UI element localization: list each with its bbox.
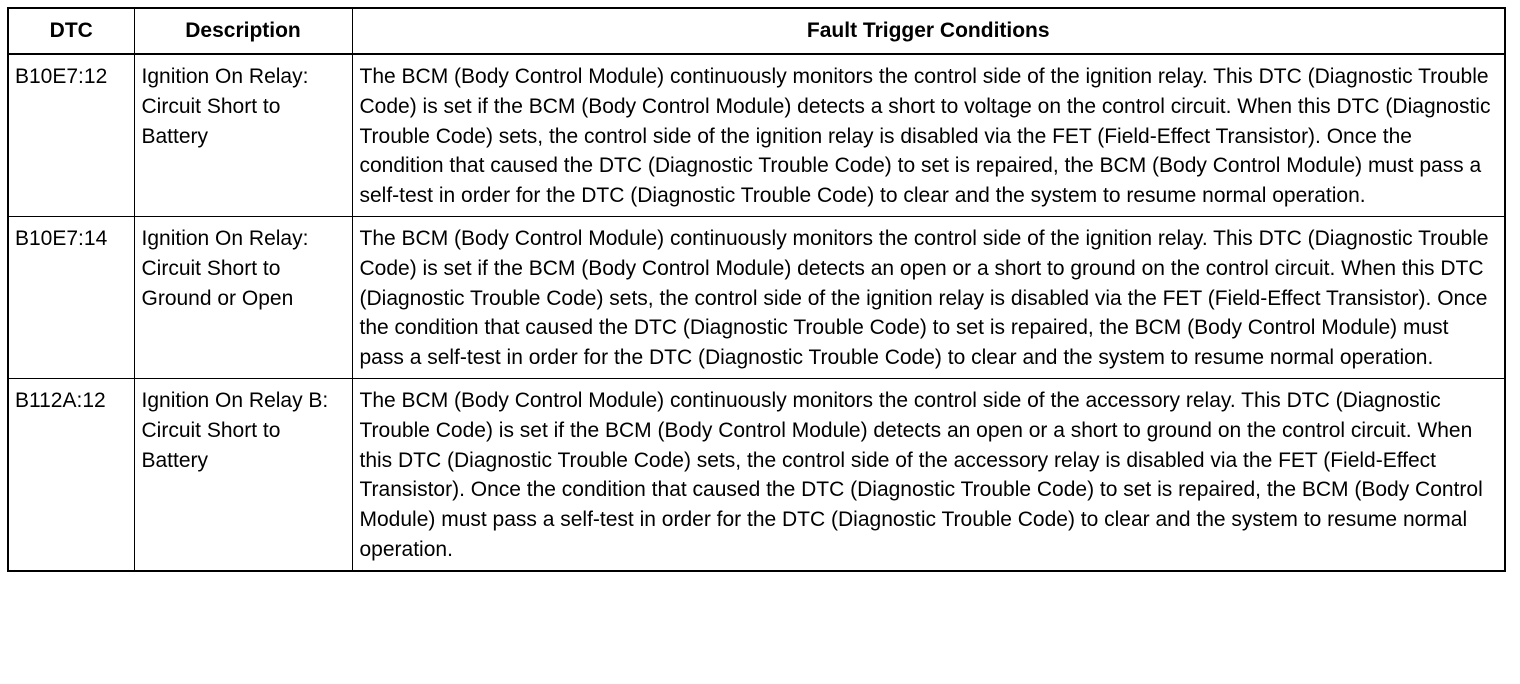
dtc-code-cell: B10E7:12 bbox=[8, 54, 134, 216]
table-row bbox=[8, 54, 1505, 216]
table-body bbox=[8, 54, 1505, 571]
table-row bbox=[8, 378, 1505, 570]
header-dtc: DTC bbox=[8, 8, 134, 54]
table-header bbox=[8, 8, 1505, 54]
description-cell: Ignition On Relay: Circuit Short to Ground or Open bbox=[134, 216, 352, 378]
dtc-table bbox=[7, 7, 1506, 572]
dtc-code-cell: B10E7:14 bbox=[8, 216, 134, 378]
table-row bbox=[8, 216, 1505, 378]
header-fault-trigger-conditions: Fault Trigger Conditions bbox=[352, 8, 1505, 54]
dtc-code-cell: B112A:12 bbox=[8, 378, 134, 570]
description-cell: Ignition On Relay B: Circuit Short to Battery bbox=[134, 378, 352, 570]
conditions-cell: The BCM (Body Control Module) continuously monitors the control side of the ignition relay. This DTC (Diagnostic Trouble Code) is set if the BCM (Body Control Module) detects a short to voltage on the control circuit. When this DTC (Diagnostic Trouble Code) sets, the control side of the ignition relay is disabled via the FET (Field-Effect Transistor). Once the condition that caused the DTC (Diagnostic Trouble Code) to set is repaired, the BCM (Body Control Module) must pass a self-test in order for the DTC (Diagnostic Trouble Code) to clear and the system to resume normal operation. bbox=[352, 54, 1505, 216]
description-cell: Ignition On Relay: Circuit Short to Battery bbox=[134, 54, 352, 216]
conditions-cell: The BCM (Body Control Module) continuously monitors the control side of the ignition relay. This DTC (Diagnostic Trouble Code) is set if the BCM (Body Control Module) detects an open or a short to ground on the control circuit. When this DTC (Diagnostic Trouble Code) sets, the control side of the ignition relay is disabled via the FET (Field-Effect Transistor). Once the condition that caused the DTC (Diagnostic Trouble Code) to set is repaired, the BCM (Body Control Module) must pass a self-test in order for the DTC (Diagnostic Trouble Code) to clear and the system to resume normal operation. bbox=[352, 216, 1505, 378]
header-row bbox=[8, 8, 1505, 54]
conditions-cell: The BCM (Body Control Module) continuously monitors the control side of the accessory relay. This DTC (Diagnostic Trouble Code) is set if the BCM (Body Control Module) detects an open or a short to ground on the control circuit. When this DTC (Diagnostic Trouble Code) sets, the control side of the accessory relay is disabled via the FET (Field-Effect Transistor). Once the condition that caused the DTC (Diagnostic Trouble Code) to set is repaired, the BCM (Body Control Module) must pass a self-test in order for the DTC (Diagnostic Trouble Code) to clear and the system to resume normal operation. bbox=[352, 378, 1505, 570]
header-description: Description bbox=[134, 8, 352, 54]
